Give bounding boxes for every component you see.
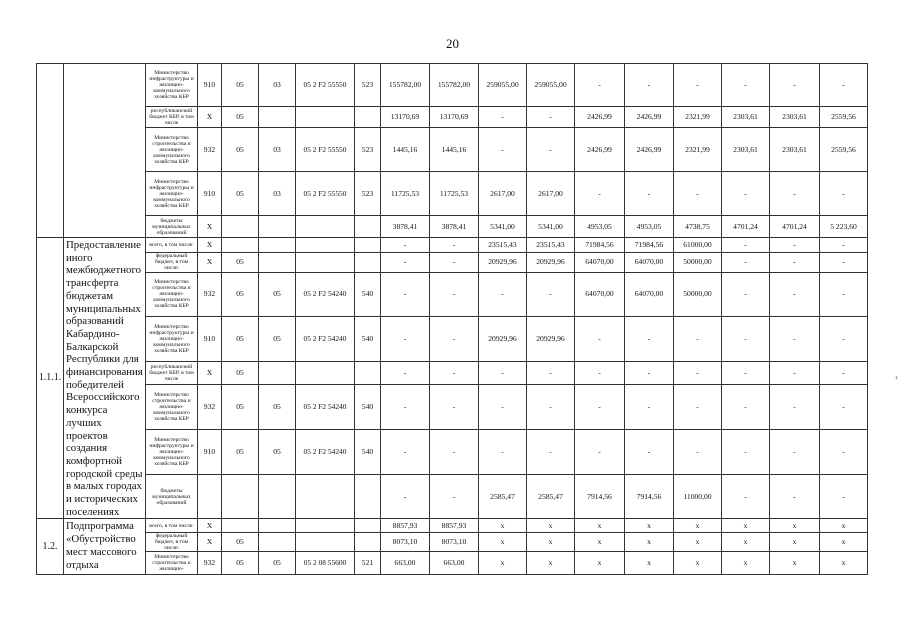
value-cell: - <box>381 475 430 519</box>
value-cell: x <box>674 519 722 533</box>
program-name-cell: Предоставление иного межбюджетного трансферта бюджетам муниципальных образований Кабардино-Балкарской Республики для финансирования победителей Всероссийского конкурса лучших проектов создания комфортной городской среды в малых городах и исторических поселениях <box>64 238 146 519</box>
csr-cell: 05 2 08 55600 <box>296 552 355 575</box>
rz-cell <box>222 475 259 519</box>
value-cell: 20929,96 <box>527 252 575 272</box>
value-cell: 2426,99 <box>575 107 625 128</box>
value-cell: - <box>527 128 575 172</box>
value-cell: - <box>479 385 527 430</box>
value-cell: - <box>381 430 430 475</box>
value-cell: x <box>770 552 820 575</box>
value-cell: 155782,00 <box>381 64 430 107</box>
pr-cell: 03 <box>259 128 296 172</box>
funding-source-cell: Министерство строительства и жилищно-коммунального хозяйства КБР <box>146 272 198 316</box>
value-cell: 11725,53 <box>430 172 479 216</box>
pr-cell: 05 <box>259 552 296 575</box>
value-cell: - <box>674 64 722 107</box>
value-cell: 4701,24 <box>722 216 770 238</box>
value-cell: x <box>820 552 868 575</box>
value-cell: - <box>381 252 430 272</box>
budget-table <box>36 63 868 575</box>
value-cell: 71984,56 <box>625 238 674 253</box>
value-cell: 4953,05 <box>625 216 674 238</box>
value-cell: x <box>575 533 625 552</box>
value-cell: - <box>430 252 479 272</box>
pr-cell <box>259 361 296 384</box>
value-cell: 2585,47 <box>479 475 527 519</box>
value-cell: 1445,16 <box>430 128 479 172</box>
funding-source-cell: Министерство инфраструктуры и жилищно-коммунального хозяйства КБР <box>146 64 198 107</box>
pr-cell: 05 <box>259 430 296 475</box>
csr-cell: 05 2 F2 54240 <box>296 385 355 430</box>
value-cell: 11000,00 <box>674 475 722 519</box>
csr-cell <box>296 107 355 128</box>
value-cell: 5 223,60 <box>820 216 868 238</box>
csr-cell <box>296 361 355 384</box>
value-cell: x <box>722 533 770 552</box>
vr-cell <box>355 216 381 238</box>
csr-cell <box>296 533 355 552</box>
funding-source-cell: республиканский бюджет КБР, в том числе <box>146 107 198 128</box>
value-cell: x <box>770 533 820 552</box>
table-row <box>37 252 868 272</box>
value-cell: 8073,10 <box>430 533 479 552</box>
vr-cell: 523 <box>355 64 381 107</box>
value-cell: - <box>479 361 527 384</box>
grbs-cell: 932 <box>198 552 222 575</box>
value-cell: - <box>820 316 868 361</box>
value-cell: - <box>381 385 430 430</box>
table-row <box>37 475 868 519</box>
vr-cell: 521 <box>355 552 381 575</box>
value-cell: x <box>625 533 674 552</box>
grbs-cell: 910 <box>198 430 222 475</box>
value-cell: x <box>479 552 527 575</box>
value-cell: - <box>820 64 868 107</box>
value-cell: - <box>575 172 625 216</box>
value-cell: 8857,93 <box>381 519 430 533</box>
table-row <box>37 107 868 128</box>
table-row <box>37 64 868 107</box>
value-cell: - <box>770 475 820 519</box>
value-cell: 64070,00 <box>625 252 674 272</box>
funding-source-cell: федеральный бюджет, в том числе: <box>146 533 198 552</box>
rz-cell: 05 <box>222 64 259 107</box>
funding-source-cell: Министерство строительства и жилищно-коммунального хозяйства КБР <box>146 128 198 172</box>
funding-source-cell: всего, в том числе: <box>146 519 198 533</box>
value-cell: 11725,53 <box>381 172 430 216</box>
value-cell: - <box>575 316 625 361</box>
rz-cell: 05 <box>222 272 259 316</box>
value-cell: 64070,00 <box>575 252 625 272</box>
value-cell: 2617,00 <box>527 172 575 216</box>
value-cell: 3878,41 <box>430 216 479 238</box>
value-cell: - <box>430 430 479 475</box>
value-cell: 2585,47 <box>527 475 575 519</box>
rz-cell: 05 <box>222 252 259 272</box>
value-cell: - <box>625 172 674 216</box>
vr-cell <box>355 475 381 519</box>
value-cell: x <box>527 519 575 533</box>
value-cell: - <box>674 361 722 384</box>
value-cell: 259055,00 <box>527 64 575 107</box>
grbs-cell: X <box>198 361 222 384</box>
value-cell: 5341,00 <box>527 216 575 238</box>
rz-cell <box>222 216 259 238</box>
vr-cell: 540 <box>355 430 381 475</box>
value-cell: 5341,00 <box>479 216 527 238</box>
value-cell: x <box>479 519 527 533</box>
value-cell: x <box>722 519 770 533</box>
value-cell: - <box>575 430 625 475</box>
program-name-cell: Подпрограмма «Обустройство мест массового отдыха <box>64 519 146 575</box>
value-cell: - <box>381 272 430 316</box>
rz-cell: 05 <box>222 552 259 575</box>
value-cell: - <box>722 172 770 216</box>
rz-cell: 05 <box>222 385 259 430</box>
value-cell: - <box>527 385 575 430</box>
value-cell: - <box>820 272 868 316</box>
value-cell: - <box>625 64 674 107</box>
value-cell: 8857,93 <box>430 519 479 533</box>
value-cell: - <box>770 430 820 475</box>
value-cell: x <box>674 533 722 552</box>
grbs-cell: X <box>198 519 222 533</box>
csr-cell: 05 2 F2 55550 <box>296 128 355 172</box>
value-cell: 13170,69 <box>381 107 430 128</box>
table-row <box>37 216 868 238</box>
rz-cell: 05 <box>222 533 259 552</box>
value-cell: - <box>770 316 820 361</box>
edge-mark: ‹ <box>895 372 898 382</box>
row-index-cell: 1.1.1. <box>37 238 64 519</box>
value-cell: - <box>770 238 820 253</box>
rz-cell <box>222 519 259 533</box>
value-cell: - <box>820 475 868 519</box>
value-cell: - <box>575 361 625 384</box>
value-cell: 663,00 <box>381 552 430 575</box>
table-row <box>37 519 868 533</box>
value-cell: 2303,61 <box>722 107 770 128</box>
vr-cell: 540 <box>355 316 381 361</box>
value-cell: x <box>674 552 722 575</box>
value-cell: x <box>625 552 674 575</box>
value-cell: 2303,61 <box>770 107 820 128</box>
value-cell: 4953,05 <box>575 216 625 238</box>
value-cell: - <box>575 385 625 430</box>
csr-cell <box>296 216 355 238</box>
row-index-cell: 1.2. <box>37 519 64 575</box>
table-row <box>37 128 868 172</box>
pr-cell <box>259 107 296 128</box>
table-row <box>37 172 868 216</box>
value-cell: 2321,99 <box>674 107 722 128</box>
grbs-cell: X <box>198 252 222 272</box>
value-cell: - <box>674 316 722 361</box>
rz-cell: 05 <box>222 316 259 361</box>
funding-source-cell: республиканский бюджет КБР, в том числе <box>146 361 198 384</box>
value-cell: - <box>820 172 868 216</box>
grbs-cell: 932 <box>198 385 222 430</box>
value-cell: - <box>527 361 575 384</box>
grbs-cell: X <box>198 107 222 128</box>
value-cell: 23515,43 <box>479 238 527 253</box>
value-cell: x <box>575 552 625 575</box>
value-cell: - <box>527 430 575 475</box>
value-cell: - <box>625 316 674 361</box>
value-cell: - <box>625 430 674 475</box>
value-cell: - <box>625 385 674 430</box>
value-cell: 23515,43 <box>527 238 575 253</box>
value-cell: 155782,00 <box>430 64 479 107</box>
value-cell: x <box>722 552 770 575</box>
value-cell: - <box>674 385 722 430</box>
value-cell: - <box>381 238 430 253</box>
value-cell: 20929,96 <box>527 316 575 361</box>
value-cell: - <box>674 172 722 216</box>
value-cell: 2303,61 <box>770 128 820 172</box>
grbs-cell: 910 <box>198 64 222 107</box>
value-cell: 4701,24 <box>770 216 820 238</box>
value-cell: x <box>575 519 625 533</box>
table-row <box>37 385 868 430</box>
value-cell: 50000,00 <box>674 252 722 272</box>
value-cell: - <box>625 361 674 384</box>
value-cell: 663,00 <box>430 552 479 575</box>
value-cell: - <box>722 238 770 253</box>
value-cell: - <box>381 316 430 361</box>
value-cell: 4738,75 <box>674 216 722 238</box>
csr-cell: 05 2 F2 54240 <box>296 430 355 475</box>
grbs-cell: X <box>198 216 222 238</box>
pr-cell: 05 <box>259 385 296 430</box>
rz-cell: 05 <box>222 107 259 128</box>
vr-cell <box>355 361 381 384</box>
value-cell: x <box>479 533 527 552</box>
table-row <box>37 361 868 384</box>
value-cell: 64070,00 <box>575 272 625 316</box>
value-cell: - <box>820 238 868 253</box>
value-cell: - <box>430 361 479 384</box>
pr-cell: 05 <box>259 272 296 316</box>
value-cell: 3878,41 <box>381 216 430 238</box>
pr-cell <box>259 216 296 238</box>
vr-cell <box>355 107 381 128</box>
vr-cell <box>355 238 381 253</box>
value-cell: 13170,69 <box>430 107 479 128</box>
funding-source-cell: Министерство инфраструктуры и жилищно-коммунального хозяйства КБР <box>146 172 198 216</box>
page-number: 20 <box>446 36 459 51</box>
value-cell: - <box>479 430 527 475</box>
value-cell: 1445,16 <box>381 128 430 172</box>
grbs-cell: 910 <box>198 172 222 216</box>
value-cell: 259055,00 <box>479 64 527 107</box>
value-cell: - <box>479 272 527 316</box>
value-cell: - <box>770 252 820 272</box>
pr-cell: 03 <box>259 172 296 216</box>
funding-source-cell: Министерство строительства и жилищно- <box>146 552 198 575</box>
value-cell: x <box>820 533 868 552</box>
funding-source-cell: бюджеты муниципальных образований <box>146 216 198 238</box>
csr-cell: 05 2 F2 54240 <box>296 272 355 316</box>
value-cell: - <box>479 107 527 128</box>
grbs-cell: 910 <box>198 316 222 361</box>
table-row <box>37 430 868 475</box>
pr-cell <box>259 519 296 533</box>
value-cell: - <box>770 385 820 430</box>
grbs-cell: 932 <box>198 128 222 172</box>
value-cell: 50000,00 <box>674 272 722 316</box>
value-cell: x <box>527 533 575 552</box>
value-cell: - <box>430 272 479 316</box>
pr-cell <box>259 533 296 552</box>
value-cell: - <box>722 361 770 384</box>
value-cell: x <box>820 519 868 533</box>
vr-cell <box>355 252 381 272</box>
value-cell: x <box>770 519 820 533</box>
program-name-cell <box>64 64 146 238</box>
value-cell: 8073,10 <box>381 533 430 552</box>
value-cell: - <box>430 475 479 519</box>
value-cell: - <box>430 385 479 430</box>
rz-cell: 05 <box>222 430 259 475</box>
vr-cell: 523 <box>355 172 381 216</box>
value-cell: - <box>820 430 868 475</box>
funding-source-cell: Министерство инфраструктуры и жилищно-коммунального хозяйства КБР <box>146 316 198 361</box>
funding-source-cell: всего, в том числе: <box>146 238 198 253</box>
value-cell: - <box>722 64 770 107</box>
table-row <box>37 238 868 253</box>
csr-cell <box>296 252 355 272</box>
value-cell: - <box>430 238 479 253</box>
csr-cell <box>296 475 355 519</box>
value-cell: 2559,56 <box>820 128 868 172</box>
row-index-cell <box>37 64 64 238</box>
pr-cell: 05 <box>259 316 296 361</box>
vr-cell: 540 <box>355 272 381 316</box>
value-cell: 20929,96 <box>479 316 527 361</box>
value-cell: - <box>479 128 527 172</box>
pr-cell <box>259 252 296 272</box>
table-row <box>37 316 868 361</box>
value-cell: - <box>722 385 770 430</box>
value-cell: - <box>381 361 430 384</box>
pr-cell <box>259 238 296 253</box>
value-cell: 7914,56 <box>575 475 625 519</box>
value-cell: - <box>527 272 575 316</box>
vr-cell <box>355 533 381 552</box>
grbs-cell: X <box>198 238 222 253</box>
vr-cell: 540 <box>355 385 381 430</box>
value-cell: - <box>722 316 770 361</box>
funding-source-cell: федеральный бюджет, в том числе: <box>146 252 198 272</box>
value-cell: - <box>722 475 770 519</box>
value-cell: 2426,99 <box>625 107 674 128</box>
value-cell: - <box>430 316 479 361</box>
rz-cell: 05 <box>222 172 259 216</box>
value-cell: 2559,56 <box>820 107 868 128</box>
csr-cell <box>296 238 355 253</box>
pr-cell <box>259 475 296 519</box>
value-cell: - <box>770 361 820 384</box>
value-cell: - <box>674 430 722 475</box>
value-cell: 2303,61 <box>722 128 770 172</box>
csr-cell: 05 2 F2 55550 <box>296 172 355 216</box>
value-cell: 71984,56 <box>575 238 625 253</box>
grbs-cell: X <box>198 533 222 552</box>
value-cell: - <box>820 385 868 430</box>
value-cell: - <box>722 252 770 272</box>
value-cell: - <box>722 430 770 475</box>
grbs-cell <box>198 475 222 519</box>
value-cell: 2617,00 <box>479 172 527 216</box>
value-cell: 20929,96 <box>479 252 527 272</box>
value-cell: 2426,99 <box>575 128 625 172</box>
vr-cell: 523 <box>355 128 381 172</box>
funding-source-cell: бюджеты муниципальных образований <box>146 475 198 519</box>
table-row <box>37 552 868 575</box>
value-cell: - <box>722 272 770 316</box>
rz-cell: 05 <box>222 128 259 172</box>
value-cell: 2426,99 <box>625 128 674 172</box>
vr-cell <box>355 519 381 533</box>
value-cell: 64070,00 <box>625 272 674 316</box>
value-cell: 2321,99 <box>674 128 722 172</box>
value-cell: x <box>625 519 674 533</box>
table-row <box>37 272 868 316</box>
value-cell: - <box>770 64 820 107</box>
funding-source-cell: Министерство строительства и жилищно-коммунального хозяйства КБР <box>146 385 198 430</box>
value-cell: - <box>820 252 868 272</box>
value-cell: - <box>770 172 820 216</box>
grbs-cell: 932 <box>198 272 222 316</box>
rz-cell <box>222 238 259 253</box>
value-cell: - <box>575 64 625 107</box>
value-cell: x <box>527 552 575 575</box>
pr-cell: 03 <box>259 64 296 107</box>
csr-cell <box>296 519 355 533</box>
value-cell: - <box>770 272 820 316</box>
value-cell: - <box>527 107 575 128</box>
table-row <box>37 533 868 552</box>
funding-source-cell: Министерство инфраструктуры и жилищно-коммунального хозяйства КБР <box>146 430 198 475</box>
csr-cell: 05 2 F2 55550 <box>296 64 355 107</box>
value-cell: 61000,00 <box>674 238 722 253</box>
csr-cell: 05 2 F2 54240 <box>296 316 355 361</box>
value-cell: - <box>820 361 868 384</box>
rz-cell: 05 <box>222 361 259 384</box>
value-cell: 7914,56 <box>625 475 674 519</box>
